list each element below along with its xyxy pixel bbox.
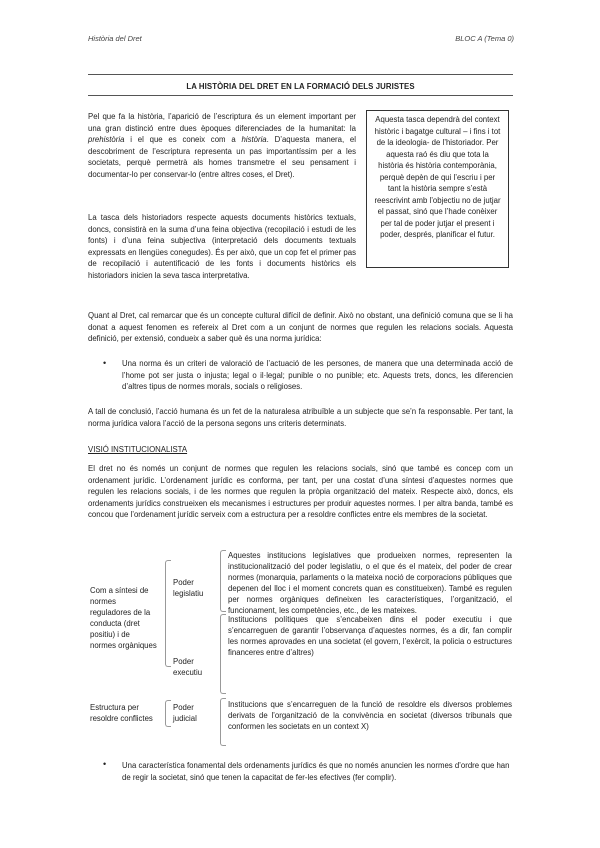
scheme-brace-4 [220, 614, 226, 694]
conclusion-paragraph: A tall de conclusió, l’acció humana és un fet de la naturalesa atribuïble a un subjecte que se’n fa responsable. Per tant, la norma jurídica valora l’acció de la persona segons uns criteris determinats. [88, 407, 513, 428]
bullet-1-text: Una norma és un criteri de valoració de l’actuació de les persones, de manera que una determinada acció de l’home pot ser justa o injusta; legal o il·legal; punible o no punible; etc. Aquests trets, doncs, les diferencien d’altres tipus de normes morals, socials o religioses. [122, 359, 513, 392]
intro-p1-prehistoria: prehistòria [88, 135, 125, 145]
desc-legislative: Aquestes institucions legislatives que produeixen normes, representen la institucionalització del poder legislatiu, o el que és el mateix, del poder de crear normes (monarquia, parlaments o la mateixa noció de corporacions públiques que depenen del lloc i el moment concrets quan es constitueixen). També es regulen per normes orgàniques defineixen les característiques, l’organització, el funcionament, les competències, etc., de les mateixes. [228, 551, 512, 615]
intro-p1-text-b: i el que es coneix com a [124, 135, 242, 145]
scheme-group-synthesis: Com a síntesi de normes reguladores de la conducta (dret positiu) i de normes orgàniques [90, 586, 157, 650]
intro-p1-text-a: Pel que fa la història, l’aparició de l’escriptura és un element important per una gran distinció entre dues èpoques diferenciades de la humanitat: la [88, 112, 356, 133]
scheme-brace-2 [165, 700, 171, 727]
section-heading: VISIÓ INSTITUCIONALISTA [88, 445, 188, 454]
institutionalist-paragraph: El dret no és només un conjunt de normes que regulen les relacions socials, sinó que també es concep com un ordenament jurídic. L’ordenament jurídic es conforma, per tant, per una costat d’una síntesi d’aquestes normes que regulen les relacions socials, i de les normes que regulen la pròpia organització del mateix. Respecte això, doncs, els ordenaments jurídics construeixen els mecanismes i estructures per produir aquestes normes. I per altra banda, també es concou que l’ordenament jurídic serveix com a estructura per a resoldre conflictes entre els membres de la societat. [88, 464, 513, 520]
power-executive: Poder executiu [173, 657, 203, 677]
bullet-1-symbol: • [103, 358, 107, 368]
scheme-group-conflicts: Estructura per resoldre conflictes [90, 703, 153, 723]
header-right: BLOC A (Tema 0) [455, 34, 514, 43]
bullet-2-symbol: • [103, 759, 107, 769]
document-title: LA HISTÒRIA DEL DRET EN LA FORMACIÓ DELS JURISTES [186, 82, 415, 91]
intro-paragraph-2: La tasca dels historiadors respecte aquests documents històrics textuals, doncs, consistirà en la suma d’una feina objectiva (recopilació i estudi de les fonts) i d’una feina subjectiva (interpretació dels documents textuals expressats en llengües conegudes). És per això, que un cop fet el primer pas de recopilació i autentificació de les fonts i documents històrics els historiadors inicien la seva tasca interpretativa. [88, 213, 356, 280]
sidebox-note: Aquesta tasca dependrà del context històric i bagatge cultural – i fins i tot de la ideologia- de l’historiador. Per aquesta raó és diu que tota la història és història contemporània, perquè depèn de qui l’escriu i per tant la història sempre s’està reescrivint amb l’objectiu no de jutjar el passat, sinó que l’hade conèixer per tal de poder jutjar el present i poder, després, planificar el futur. [366, 110, 509, 268]
bullet-2-text: Una característica fonamental dels ordenaments jurídics és que no només anuncien les normes d’ordre que han de regir la societat, sinó que tenen la capacitat de fer-les efectives (fer complir). [122, 761, 510, 782]
intro-p1-historia: història [241, 135, 267, 145]
desc-executive: Institucions polítiques que s’encabeixen dins el poder executiu i que s’encarreguen de garantir l’observança d’aquestes normes, és a dir, fan complir les normes aprovades en una societat (el govern, l’exèrcit, la policia o estructures financeres entre d’altres) [228, 615, 512, 657]
scheme-brace-3 [220, 550, 226, 612]
title-bottom-rule [88, 95, 513, 96]
desc-judicial: Institucions que s’encarreguen de la funció de resoldre els diversos problemes derivats de l’organització de la convivència en societat (diversos tribunals que conformen les societats en un context X) [228, 700, 512, 731]
intro-paragraph-1 [88, 111, 356, 181]
power-judicial: Poder judicial [173, 703, 197, 723]
title-top-rule [88, 74, 513, 75]
scheme-brace-5 [220, 698, 226, 746]
dret-definition-paragraph: Quant al Dret, cal remarcar que és un concepte cultural difícil de definir. Això no obstant, una definició comuna que se li ha donat a aquest fenomen es refereix al Dret com a un conjunt de normes que regulen les relacions socials. Aquesta definició, per extensió, condueix a saber què és una norma jurídica: [88, 311, 513, 344]
intro-p1-text-c: . D’aquesta manera, el descobriment de l’escriptura representa un pas importantíssim per a les societats, perquè permetrà als homes transmetre el seu pensament i documentar-lo per conservar-lo (entre altres coses, el Dret). [88, 135, 356, 179]
header-left: Història del Dret [88, 34, 142, 43]
power-legislative: Poder legislatiu [173, 578, 204, 598]
scheme-brace-1 [165, 560, 171, 667]
